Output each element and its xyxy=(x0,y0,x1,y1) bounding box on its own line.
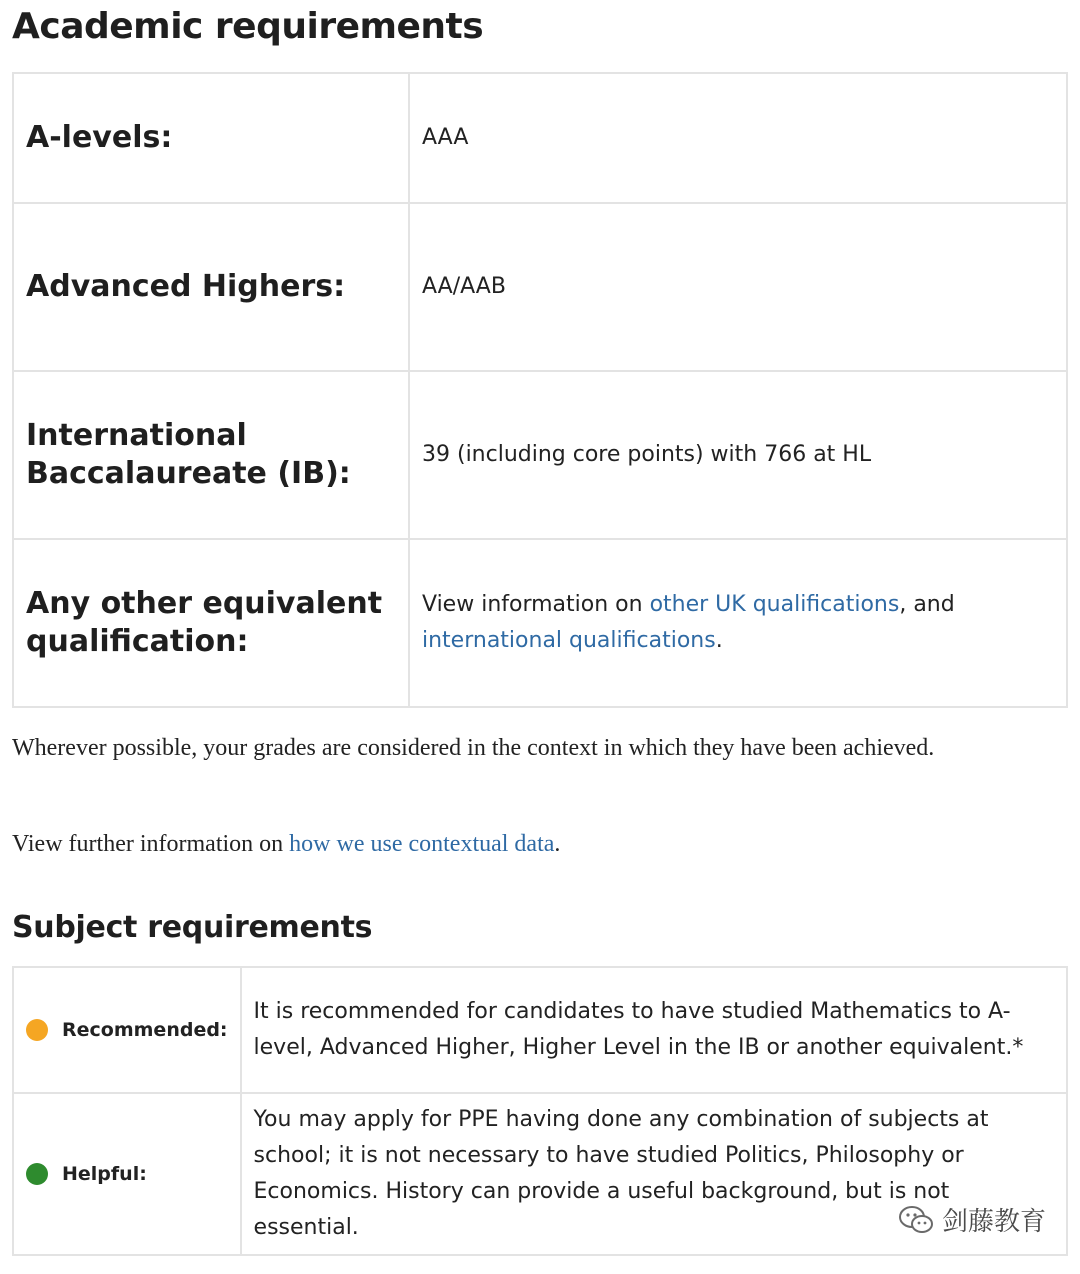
wechat-icon xyxy=(898,1205,934,1235)
recommended-label: Recommended: xyxy=(62,1019,228,1041)
table-row xyxy=(13,967,1067,1093)
subject-requirements-heading: Subject requirements xyxy=(12,910,373,945)
recommended-label-cell xyxy=(13,967,241,1093)
row-value-ib: 39 (including core points) with 766 at HL xyxy=(409,371,1067,539)
row-label-other: Any other equivalent qualification: xyxy=(13,539,409,707)
other-uk-qualifications-link[interactable]: other UK qualifications xyxy=(649,592,900,617)
table-row xyxy=(13,371,1067,539)
helpful-label-cell xyxy=(13,1093,241,1255)
table-row xyxy=(13,203,1067,371)
watermark-text: 剑藤教育 xyxy=(941,1207,1046,1237)
table-row xyxy=(13,539,1067,707)
helpful-dot-icon xyxy=(26,1163,48,1185)
contextual-prefix-text: View further information on xyxy=(12,831,290,857)
table-row xyxy=(13,73,1067,203)
international-qualifications-link[interactable]: international qualifications xyxy=(422,628,716,653)
other-middle-text: , and xyxy=(899,592,955,617)
contextual-data-paragraph xyxy=(12,826,972,862)
row-value-advanced-highers: AA/AAB xyxy=(409,203,1067,371)
row-value-a-levels: AAA xyxy=(409,73,1067,203)
helpful-label: Helpful: xyxy=(62,1163,147,1185)
context-paragraph: Wherever possible, your grades are considered in the context in which they have been achieved. xyxy=(12,735,935,761)
row-label-ib: International Baccalaureate (IB): xyxy=(13,371,409,539)
watermark xyxy=(898,1201,1046,1238)
academic-requirements-table xyxy=(12,72,1068,708)
row-label-advanced-highers: Advanced Highers: xyxy=(13,203,409,371)
row-label-a-levels: A-levels: xyxy=(13,73,409,203)
recommended-value: It is recommended for candidates to have studied Mathematics to A-level, Advanced Higher, Higher Level in the IB or another equivalent.* xyxy=(241,967,1067,1093)
contextual-data-link[interactable]: how we use contextual data xyxy=(289,831,555,857)
other-prefix-text: View information on xyxy=(422,592,650,617)
contextual-suffix-text: . xyxy=(554,831,561,857)
helpful-value: You may apply for PPE having done any combination of subjects at school; it is not necessary to have studied Politics, Philosophy or Economics. History can provide a useful background, but is not essential. xyxy=(241,1093,1067,1255)
academic-requirements-heading: Academic requirements xyxy=(12,6,484,47)
other-suffix-text: . xyxy=(715,628,723,653)
recommended-dot-icon xyxy=(26,1019,48,1041)
row-value-other xyxy=(409,539,1067,707)
